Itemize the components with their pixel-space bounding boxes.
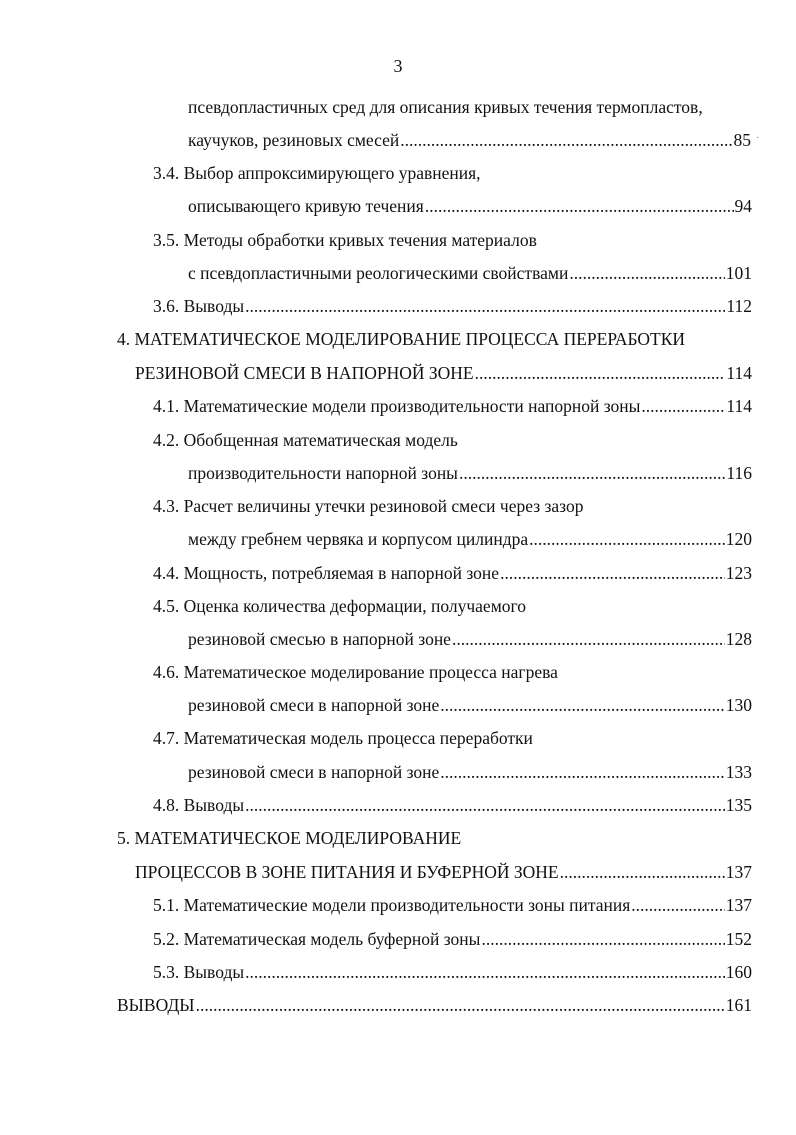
toc-entry-title: РЕЗИНОВОЙ СМЕСИ В НАПОРНОЙ ЗОНЕ xyxy=(135,363,474,383)
dot-leader xyxy=(481,927,724,951)
toc-entry-leader-line xyxy=(188,760,752,784)
toc-entry-page: 94 xyxy=(734,196,752,216)
toc-chapter-line: 5. МАТЕМАТИЧЕСКОЕ МОДЕЛИРОВАНИЕ xyxy=(117,828,462,848)
toc-entry-page: 128 xyxy=(725,629,752,649)
toc-text-line: 4.3. Расчет величины утечки резиновой смеси через зазор xyxy=(153,496,584,516)
page-number: 3 xyxy=(393,56,403,76)
stray-mark: · xyxy=(756,133,760,144)
toc-entry-leader-line xyxy=(153,927,752,951)
toc-entry-leader-line xyxy=(188,527,752,551)
toc-entry-title: между гребнем червяка и корпусом цилиндра xyxy=(188,529,529,549)
toc-entry-leader-line xyxy=(188,128,751,152)
toc-entry-title: ПРОЦЕССОВ В ЗОНЕ ПИТАНИЯ И БУФЕРНОЙ ЗОНЕ xyxy=(135,862,559,882)
toc-entry-page: 114 xyxy=(726,396,752,416)
dot-leader xyxy=(425,194,734,218)
toc-text-line: 4.7. Математическая модель процесса переработки xyxy=(153,728,533,748)
toc-entry-page: 137 xyxy=(725,895,752,915)
toc-entry-leader-line xyxy=(188,261,752,285)
dot-leader xyxy=(560,860,725,884)
toc-entry-leader-line xyxy=(153,793,752,817)
toc-entry-page: 112 xyxy=(726,296,752,316)
toc-entry-title: 3.6. Выводы xyxy=(153,296,245,316)
toc-text-line: 4.5. Оценка количества деформации, получаемого xyxy=(153,596,527,616)
toc-chapter-line: 4. МАТЕМАТИЧЕСКОЕ МОДЕЛИРОВАНИЕ ПРОЦЕССА ПЕРЕРАБОТКИ xyxy=(117,329,686,349)
toc-entry-title: 5.1. Математические модели производительности зоны питания xyxy=(153,895,631,915)
toc-entry-leader-line xyxy=(188,461,752,485)
toc-entry-leader-line xyxy=(153,561,752,585)
toc-entry-leader-line xyxy=(153,960,752,984)
toc-entry-title: с псевдопластичными реологическими свойствами xyxy=(188,263,569,283)
toc-entry-leader-line xyxy=(188,194,752,218)
toc-text-line: 3.4. Выбор аппроксимирующего уравнения, xyxy=(153,163,481,183)
toc-entry-title: каучуков, резиновых смесей xyxy=(188,130,400,150)
toc-entry-title: описывающего кривую течения xyxy=(188,196,424,216)
toc-entry-page: 135 xyxy=(725,795,752,815)
toc-entry-page: 85 xyxy=(733,130,751,150)
toc-entry-page: 152 xyxy=(725,929,752,949)
dot-leader xyxy=(400,128,732,152)
toc-entry-leader-line xyxy=(153,893,752,917)
dot-leader xyxy=(196,993,725,1017)
toc-entry-page: 116 xyxy=(726,463,752,483)
dot-leader xyxy=(440,693,724,717)
toc-entry-leader-line xyxy=(188,627,752,651)
toc-entry-title: резиновой смесью в напорной зоне xyxy=(188,629,451,649)
dot-leader xyxy=(569,261,724,285)
toc-entry-page: 137 xyxy=(725,862,752,882)
toc-entry-leader-line xyxy=(117,993,752,1017)
toc-entry-leader-line xyxy=(135,860,752,884)
dot-leader xyxy=(245,960,725,984)
toc-text-line: 4.6. Математическое моделирование процесса нагрева xyxy=(153,662,558,682)
dot-leader xyxy=(500,561,725,585)
toc-entry-page: 123 xyxy=(725,563,752,583)
toc-entry-leader-line xyxy=(135,361,752,385)
toc-entry-page: 161 xyxy=(725,995,752,1015)
dot-leader xyxy=(631,893,724,917)
toc-entry-page: 101 xyxy=(725,263,752,283)
dot-leader xyxy=(529,527,725,551)
dot-leader xyxy=(245,294,725,318)
dot-leader xyxy=(641,394,725,418)
toc-entry-title: 4.8. Выводы xyxy=(153,795,245,815)
toc-entry-title: резиновой смеси в напорной зоне xyxy=(188,762,440,782)
toc-entry-page: 130 xyxy=(725,695,752,715)
toc-entry-page: 114 xyxy=(726,363,752,383)
toc-entry-page: 133 xyxy=(725,762,752,782)
toc-entry-title: резиновой смеси в напорной зоне xyxy=(188,695,440,715)
toc-entry-leader-line xyxy=(188,693,752,717)
toc-text-line: 3.5. Методы обработки кривых течения материалов xyxy=(153,230,537,250)
toc-entry-title: 5.2. Математическая модель буферной зоны xyxy=(153,929,481,949)
toc-entry-title: 4.4. Мощность, потребляемая в напорной зоне xyxy=(153,563,500,583)
dot-leader xyxy=(475,361,726,385)
toc-entry-page: 160 xyxy=(725,962,752,982)
toc-entry-leader-line xyxy=(153,294,752,318)
dot-leader xyxy=(440,760,724,784)
toc-entry-title: производительности напорной зоны xyxy=(188,463,458,483)
dot-leader xyxy=(245,793,725,817)
toc-entry-title: 5.3. Выводы xyxy=(153,962,245,982)
dot-leader xyxy=(452,627,725,651)
toc-entry-title: ВЫВОДЫ xyxy=(117,995,195,1015)
toc-entry-page: 120 xyxy=(725,529,752,549)
toc-entry-title: 4.1. Математические модели производительности напорной зоны xyxy=(153,396,641,416)
toc-text-line: 4.2. Обобщенная математическая модель xyxy=(153,430,458,450)
dot-leader xyxy=(459,461,725,485)
toc-entry-leader-line xyxy=(153,394,752,418)
toc-text-line: псевдопластичных сред для описания кривых течения термопластов, xyxy=(188,97,703,117)
